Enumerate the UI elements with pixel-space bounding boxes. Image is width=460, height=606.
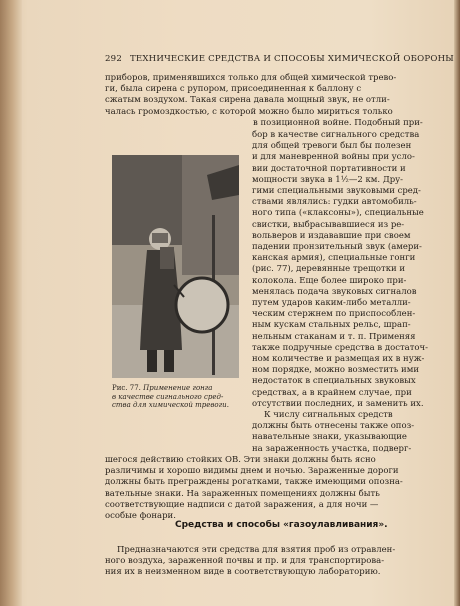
text-line: (рис. 77), деревянные трещотки и [252,264,406,275]
text-line: К числу сигнальных средств [264,410,393,421]
text-line: приборов, применявшихся только для общей химической трево- [105,73,397,83]
text-line: и для маневренной войны при усло- [252,152,415,163]
text-line: должны быть отнесены также опоз- [252,421,415,432]
caption-first-line [112,384,244,393]
running-title: ТЕХНИЧЕСКИЕ СРЕДСТВА И СПОСОБЫ ХИМИЧЕСКОЙ ОБОРОНЫ [129,54,454,64]
text-line: соответствующие надписи с датой заражения, а для ночи — [105,499,379,510]
text-line: ния их в неизменном виде в соответствующую лабораторию. [105,567,381,578]
text-line: особые фонари. [105,511,176,522]
text-line: бор в качестве сигнального средства [252,130,420,140]
text-line: навательные знаки, указывающие [252,432,407,443]
text-line: путем ударов каким-либо металли- [252,298,411,309]
text-line: вии достаточной портативности и [252,163,406,174]
text-line: свистки, выбрасывавшиеся из ре- [252,219,405,230]
final-paragraph [105,545,427,579]
top-paragraph [105,73,427,129]
text-line: ном порядке, можно возместить ими [252,365,419,376]
text-line: чалась громоздкостью, с которой можно было мириться только [105,106,393,117]
page-edge [454,0,460,606]
text-line: на зараженность участка, подверг- [252,443,412,454]
text-line: вательные знаки. На зараженных помещениях должны быть [105,488,380,499]
text-line: должны быть преграждены рогатками, также имеющими опозна- [105,477,403,488]
text-line: недостаток в специальных звуковых [252,376,416,387]
text-line: сжатым воздухом. Такая сирена давала мощный звук, не отли- [105,95,390,106]
text-line: ного воздуха, зараженной почвы и пр. и для транспортирова- [105,556,385,567]
text-line: шегося действию стойких ОВ. Эти знаки должны быть ясно [105,455,376,465]
running-header [105,54,454,64]
caption-label: Рис. 77. [112,384,141,392]
bottom-paragraph [105,455,427,522]
book-spine [0,0,22,606]
text-line: ном количестве и размещая их в нуж- [252,354,425,365]
text-line: падении пронзительный звук (амери- [252,242,422,253]
right-column-text [252,130,428,455]
text-line: колокола. Еще более широко при- [252,275,407,286]
text-line: ного типа («клаксоны»), специальные [252,208,424,219]
text-line: для общей тревоги был бы полезен [252,141,412,152]
section-heading: Средства и способы «газоулавливания». [175,520,388,530]
text-line: гими специальными звуковыми сред- [252,186,421,197]
text-line: Предназначаются эти средства для взятия проб из отравлен- [117,545,396,555]
text-line: средствах, а в крайнем случае, при [252,387,412,398]
text-line: отсутствии последних, и заменить их. [252,398,424,409]
soldier-with-gong-illustration [112,155,239,378]
text-line: мощности звука в 1½—2 км. Дру- [252,174,404,185]
text-line: также подручные средства в достаточ- [252,342,428,353]
text-line: ческим стержнем по приспособлен- [252,309,416,320]
figure-caption [112,384,244,410]
caption-line: ства для химической тревоги. [112,401,229,410]
caption-line: Применение гонга [143,384,213,392]
text-line: различимы и хорошо видимы днем и ночью. Зараженные дороги [105,466,399,477]
text-line: ствами являлись: гудки автомобиль- [252,197,417,208]
caption-line: в качестве сигнального сред- [112,392,224,401]
text-line: в позиционной войне. Подобный при- [253,117,423,128]
text-line: ги, была сирена с рупором, присоединенная к баллону с [105,84,362,95]
page-number: 292 [105,54,123,64]
text-line: нельным стаканам и т. п. Применяя [252,331,416,342]
text-line: канская армия), специальные гонги [252,253,416,264]
text-line: ным кускам стальных рельс, шрап- [252,320,411,331]
text-line: вольверов и издававшие при своем [252,230,411,241]
figure-photo [112,155,239,378]
text-line: менялась подача звуковых сигналов [252,286,417,297]
